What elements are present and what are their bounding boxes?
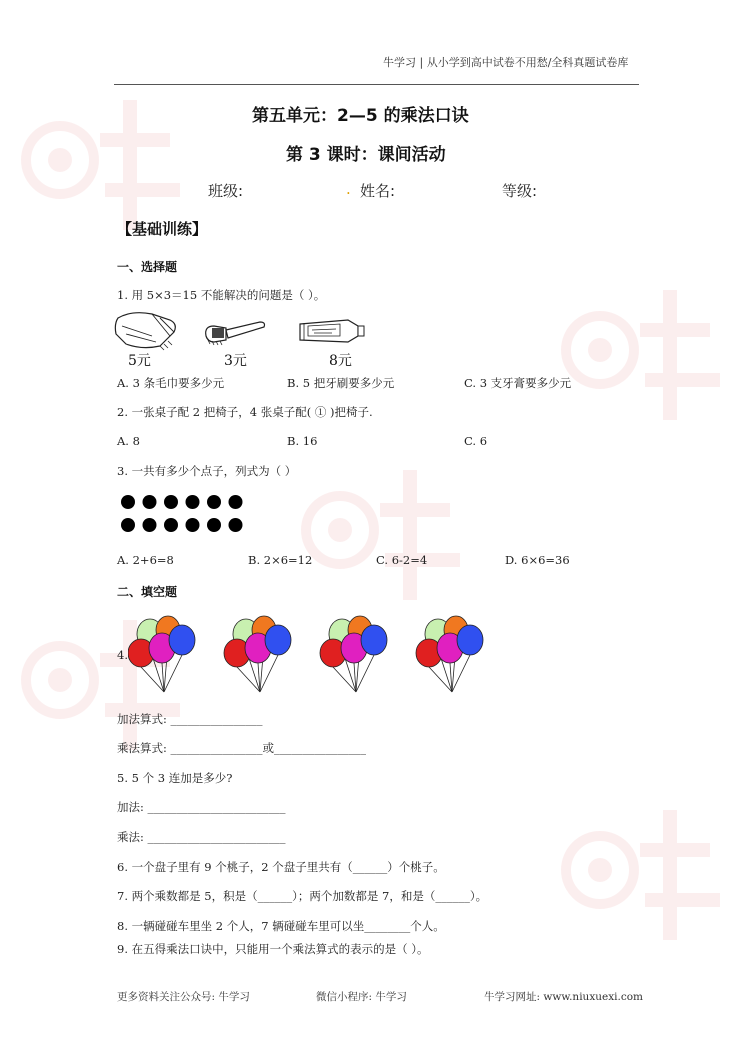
- q4-addition-line: 加法算式: ________________: [117, 712, 263, 726]
- balloon-groups: [128, 612, 508, 698]
- balloon-blue: [265, 625, 291, 655]
- dot: [186, 518, 200, 532]
- question-4-number: 4.: [117, 648, 128, 662]
- watermark-logo-icon: [560, 770, 740, 970]
- question-9: 9. 在五得乘法口诀中，只能用一个乘法算式的表示的是（ ）。: [117, 942, 429, 956]
- dot: [121, 495, 135, 509]
- q2-option-a: A. 8: [117, 434, 140, 448]
- question-6: 6. 一个盘子里有 9 个桃子，2 个盘子里共有（______）个桃子。: [117, 860, 445, 874]
- balloon-blue: [361, 625, 387, 655]
- q5-multiplication-line: 乘法: ________________________: [117, 830, 286, 844]
- balloon-string: [141, 667, 164, 692]
- q1-option-b: B. 5 把牙刷要多少元: [287, 376, 395, 390]
- question-1: 1. 用 5×3＝15 不能解决的问题是（ ）。: [117, 288, 326, 302]
- dot: [143, 518, 157, 532]
- dot: [207, 518, 221, 532]
- q2-option-b: B. 16: [287, 434, 318, 448]
- price-toothpaste: 8元: [329, 353, 352, 369]
- balloon-string: [237, 667, 260, 692]
- question-5: 5. 5 个 3 连加是多少?: [117, 771, 233, 785]
- balloon-string: [429, 667, 452, 692]
- q3-option-d: D. 6×6=36: [505, 553, 570, 567]
- q3-option-c: C. 6-2=4: [376, 553, 428, 567]
- toothpaste-icon: [296, 312, 366, 350]
- question-7: 7. 两个乘数都是 5，积是（______）；两个加数都是 7，和是（______）。: [117, 889, 488, 903]
- q1-option-c: C. 3 支牙膏要多少元: [464, 376, 572, 390]
- question-2: 2. 一张桌子配 2 把椅子，4 张桌子配( ① )把椅子.: [117, 405, 373, 419]
- dot: [121, 518, 135, 532]
- name-label: 姓名:: [360, 182, 396, 200]
- dot: [164, 495, 178, 509]
- field-dot: .: [346, 180, 351, 198]
- balloon-blue: [169, 625, 195, 655]
- basic-training-heading: 【基础训练】: [117, 220, 208, 238]
- dot: [207, 495, 221, 509]
- toothbrush-icon: [200, 314, 268, 348]
- watermark-logo-icon: [300, 430, 500, 630]
- q3-option-b: B. 2×6=12: [248, 553, 313, 567]
- footer-wechat-account: 更多资料关注公众号: 牛学习: [117, 991, 250, 1003]
- header-tagline: 牛学习 | 从小学到高中试卷不用愁/全科真题试卷库: [383, 56, 629, 69]
- watermark-logo-icon: [560, 250, 740, 450]
- page-title: 第五单元：2—5 的乘法口诀: [252, 106, 469, 126]
- footer-website: 牛学习网址: www.niuxuexi.com: [484, 991, 643, 1003]
- dot: [164, 518, 178, 532]
- price-toothbrush: 3元: [224, 353, 247, 369]
- towel-icon: [112, 306, 184, 352]
- grade-label: 等级:: [502, 182, 538, 200]
- question-8: 8. 一辆碰碰车里坐 2 个人，7 辆碰碰车里可以坐________个人。: [117, 919, 445, 933]
- dot-grid: [116, 490, 246, 536]
- footer-mini-program: 微信小程序: 牛学习: [316, 991, 407, 1003]
- balloon-group: [128, 616, 195, 692]
- section-fill-heading: 二、填空题: [117, 585, 178, 599]
- dot: [229, 495, 243, 509]
- lesson-subtitle: 第 3 课时：课间活动: [286, 145, 446, 165]
- dot: [143, 495, 157, 509]
- q3-option-a: A. 2+6=8: [117, 553, 174, 567]
- price-towel: 5元: [128, 353, 151, 369]
- dot: [186, 495, 200, 509]
- q2-option-c: C. 6: [464, 434, 488, 448]
- dot: [229, 518, 243, 532]
- header-divider: [114, 84, 639, 85]
- balloon-string: [333, 667, 356, 692]
- balloon-blue: [457, 625, 483, 655]
- class-label: 班级:: [208, 182, 244, 200]
- q4-multiplication-line: 乘法算式: ________________或________________: [117, 741, 367, 755]
- q5-addition-line: 加法: ________________________: [117, 800, 286, 814]
- question-3: 3. 一共有多少个点子，列式为（ ）: [117, 464, 297, 478]
- balloon-group: [416, 616, 483, 692]
- balloon-group: [320, 616, 387, 692]
- section-choice-heading: 一、选择题: [117, 260, 178, 274]
- balloon-group: [224, 616, 291, 692]
- q1-option-a: A. 3 条毛巾要多少元: [117, 376, 225, 390]
